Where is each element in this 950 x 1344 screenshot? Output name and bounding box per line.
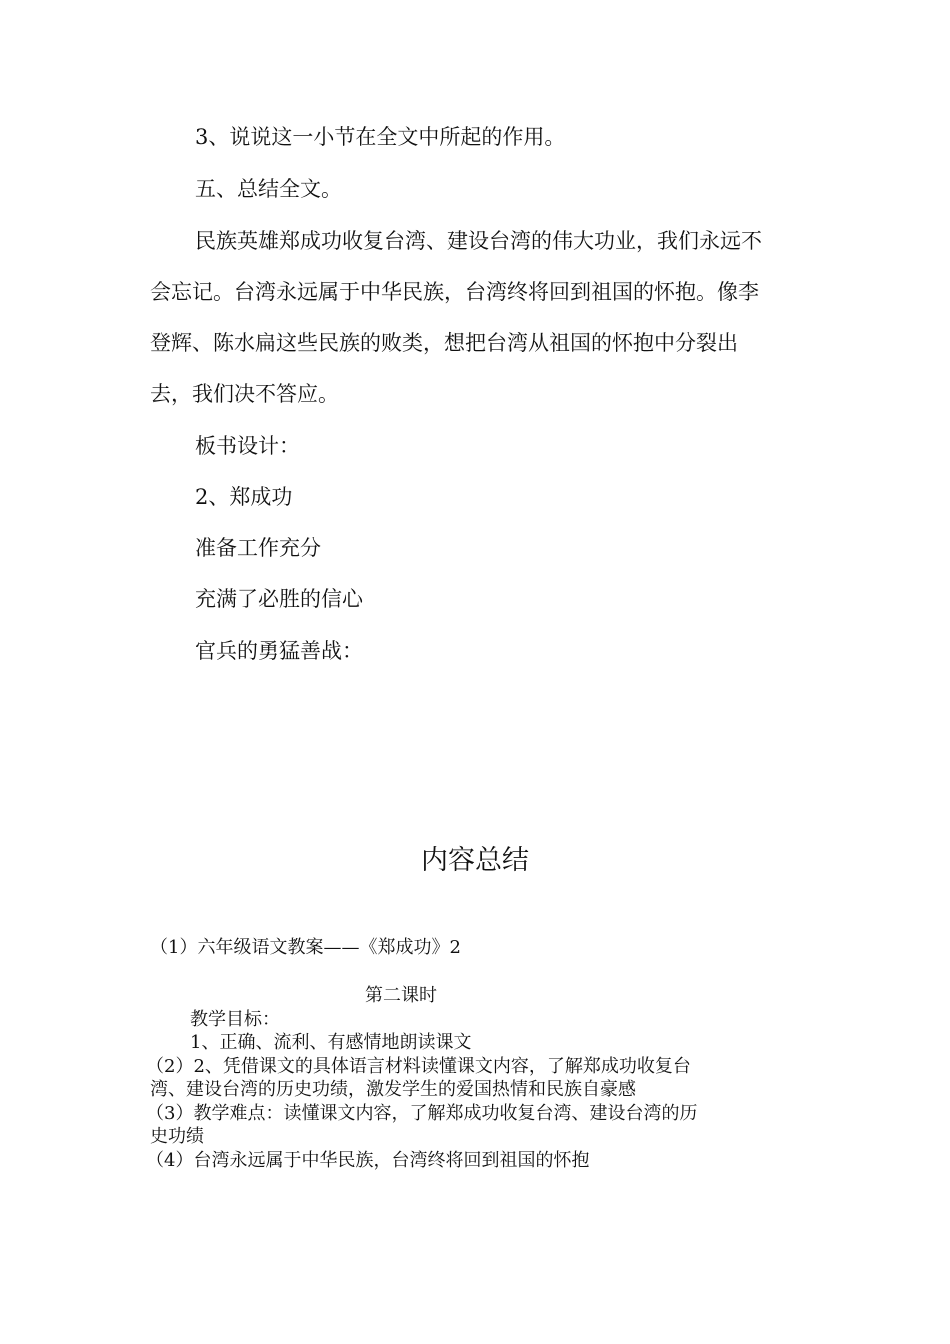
paragraph-line: 民族英雄郑成功收复台湾、建设台湾的伟大功业，我们永远不: [195, 229, 762, 253]
paragraph-line: 登辉、陈水扁这些民族的败类，想把台湾从祖国的怀抱中分裂出: [150, 331, 738, 355]
item-3-text: 3、说说这一小节在全文中所起的作用。: [195, 125, 566, 149]
board-item: 充满了必胜的信心: [195, 587, 363, 611]
board-design-label: 板书设计：: [195, 434, 300, 458]
summary-line: 湾、建设台湾的历史功绩，激发学生的爱国热情和民族自豪感: [150, 1079, 636, 1100]
summary-line: 1、正确、流利、有感情地朗读课文: [190, 1032, 472, 1053]
summary-title: 内容总结: [421, 845, 529, 876]
summary-line: （3）教学难点：读懂课文内容，了解郑成功收复台湾、建设台湾的历: [146, 1103, 698, 1124]
summary-line: （2）2、凭借课文的具体语言材料读懂课文内容，了解郑成功收复台: [146, 1056, 691, 1077]
summary-line: 史功绩: [150, 1126, 204, 1147]
paragraph-line: 去，我们决不答应。: [150, 382, 339, 406]
board-item: 2、郑成功: [195, 485, 293, 509]
paragraph-line: 会忘记。台湾永远属于中华民族，台湾终将回到祖国的怀抱。像李: [150, 280, 759, 304]
board-item: 准备工作充分: [195, 536, 321, 560]
summary-line: （1）六年级语文教案——《郑成功》2: [150, 937, 461, 958]
summary-line: 教学目标：: [190, 1009, 280, 1030]
summary-line: （4）台湾永远属于中华民族，台湾终将回到祖国的怀抱: [146, 1150, 590, 1171]
section-5-heading: 五、总结全文。: [195, 177, 342, 201]
board-item: 官兵的勇猛善战：: [195, 639, 363, 663]
summary-line: 第二课时: [365, 985, 437, 1006]
